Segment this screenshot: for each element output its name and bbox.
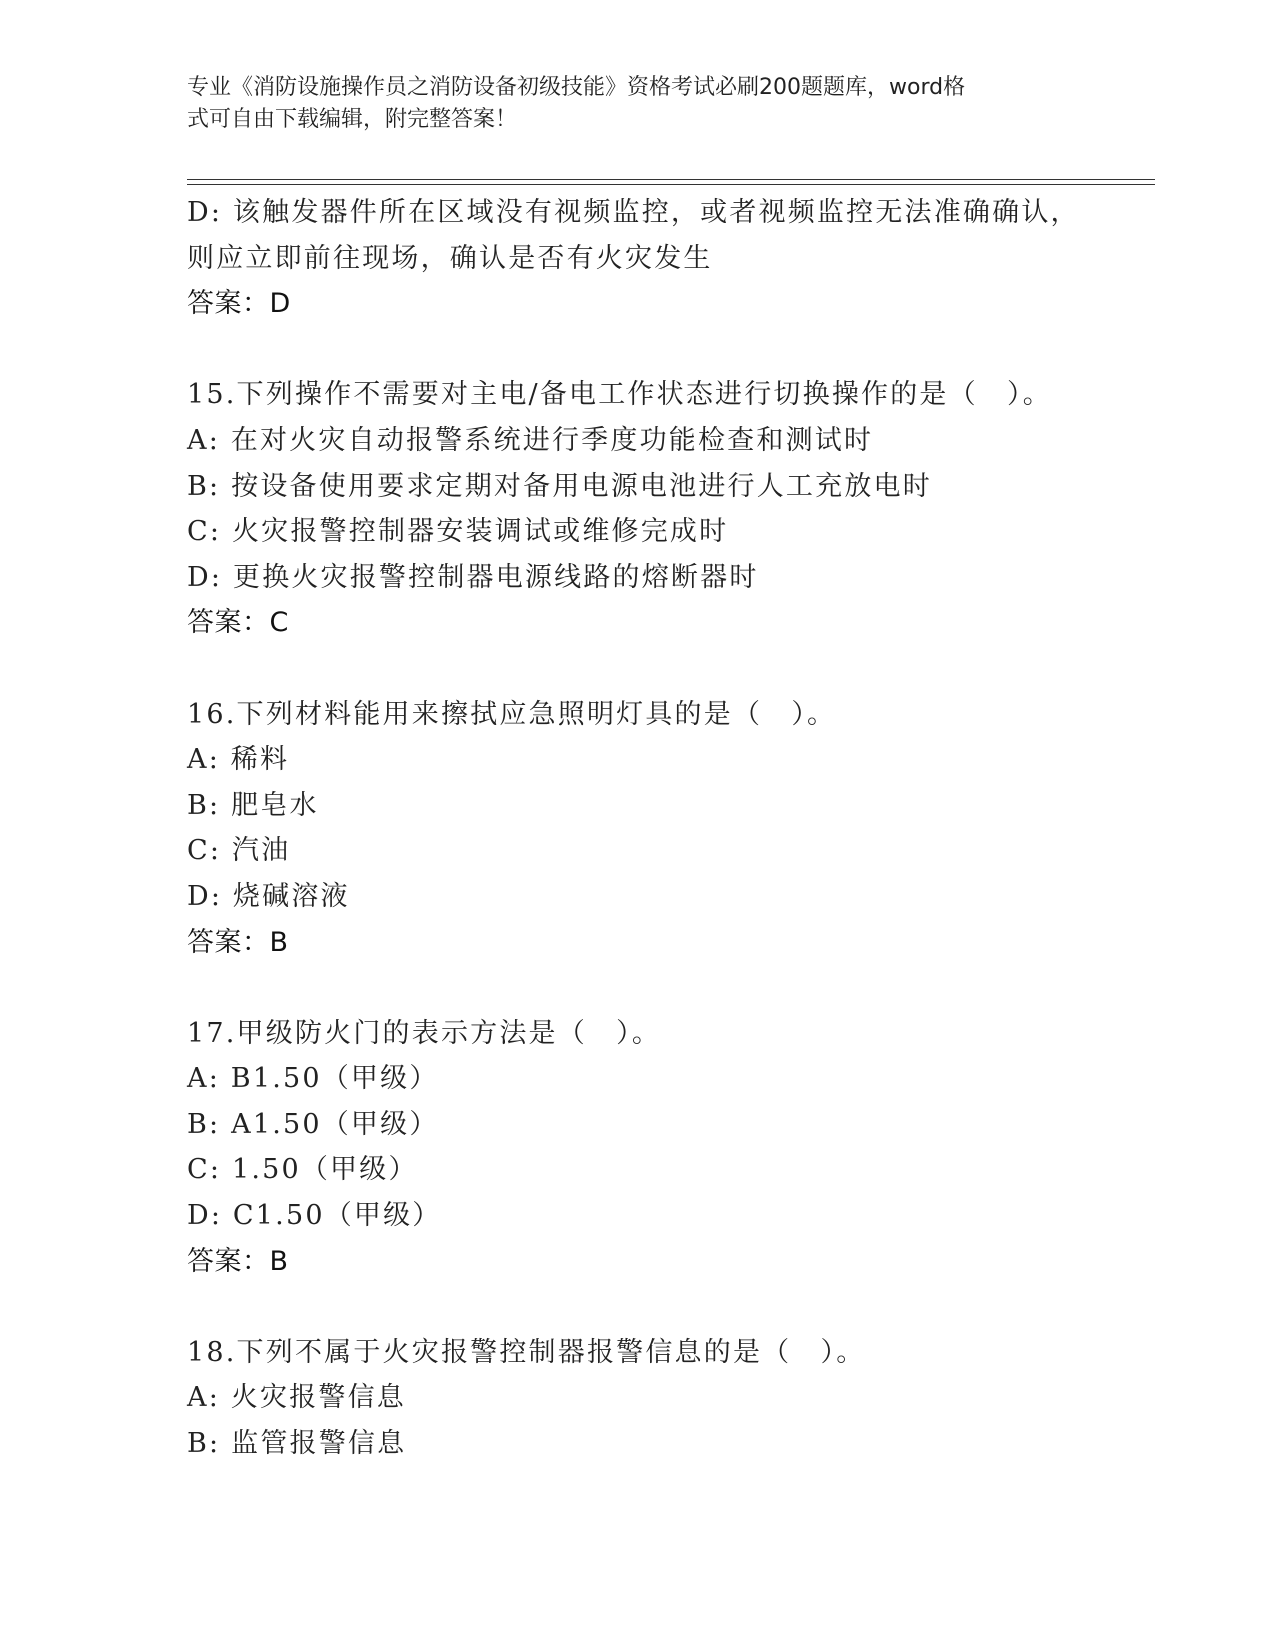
question-15	[187, 372, 1137, 646]
option-d-line-1: D: 该触发器件所在区域没有视频监控，或者视频监控无法准确确认，	[187, 197, 1080, 228]
answer-line: 答案：C	[187, 607, 289, 639]
question-17	[187, 1011, 1137, 1285]
option-b: B: 监管报警信息	[187, 1428, 407, 1460]
option-d-line-2: 则应立即前往现场，确认是否有火灾发生	[187, 242, 713, 274]
option-a: A: B1.50（甲级）	[187, 1063, 439, 1095]
option-b: B: A1.50（甲级）	[187, 1108, 439, 1140]
answer-line: 答案：D	[187, 288, 291, 320]
question-list	[187, 190, 1137, 1467]
option-a: A: 稀料	[187, 744, 290, 776]
option-d: D: C1.50（甲级）	[187, 1200, 442, 1232]
header-line-2: 式可自由下载编辑，附完整答案！	[187, 107, 518, 132]
option-d: D: 更换火灾报警控制器电源线路的熔断器时	[187, 561, 759, 593]
spacer	[187, 965, 1137, 1011]
option-a: A: 在对火灾自动报警系统进行季度功能检查和测试时	[187, 424, 874, 456]
option-c: C: 1.50（甲级）	[187, 1154, 418, 1186]
spacer	[187, 327, 1137, 373]
option-d: D: 烧碱溶液	[187, 880, 350, 912]
answer-line: 答案：B	[187, 926, 289, 958]
header-line-1: 专业《消防设施操作员之消防设备初级技能》资格考试必刷200题题库，word格	[187, 75, 966, 100]
question-stem: 17.甲级防火门的表示方法是（ ）。	[187, 1017, 662, 1049]
question-stem: 16.下列材料能用来擦拭应急照明灯具的是（ ）。	[187, 698, 837, 730]
option-b: B: 肥皂水	[187, 789, 319, 821]
option-b: B: 按设备使用要求定期对备用电源电池进行人工充放电时	[187, 470, 932, 502]
option-c: C: 汽油	[187, 835, 291, 867]
spacer	[187, 1284, 1137, 1330]
question-16	[187, 692, 1137, 966]
header-divider-top	[187, 179, 1155, 180]
question-18	[187, 1330, 1137, 1467]
header-divider-bottom	[187, 184, 1155, 185]
question-stem: 18.下列不属于火灾报警控制器报警信息的是（ ）。	[187, 1336, 866, 1368]
option-a: A: 火灾报警信息	[187, 1382, 406, 1414]
question-14-continued	[187, 190, 1137, 327]
answer-line: 答案：B	[187, 1245, 289, 1277]
question-stem: 15.下列操作不需要对主电/备电工作状态进行切换操作的是（ ）。	[187, 379, 1052, 411]
document-header	[187, 72, 1067, 136]
option-c: C: 火灾报警控制器安装调试或维修完成时	[187, 516, 729, 548]
spacer	[187, 646, 1137, 692]
